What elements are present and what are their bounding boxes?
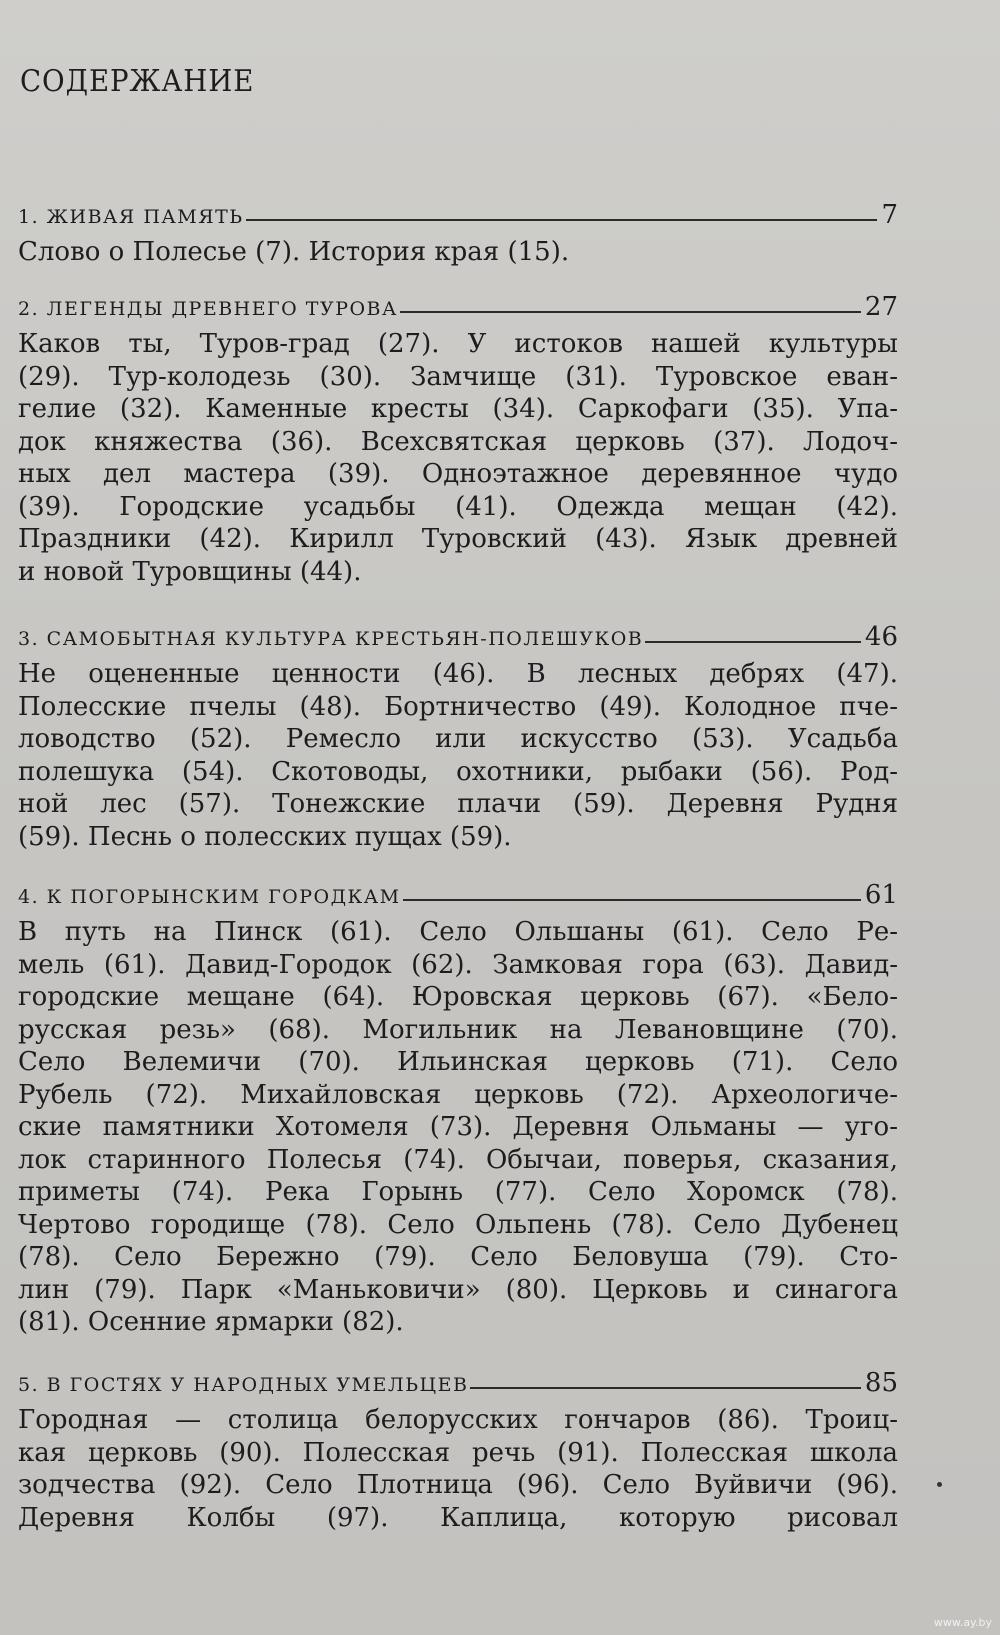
- chapter-title: 3. САМОБЫТНАЯ КУЛЬТУРА КРЕСТЬЯН-ПОЛЕШУКОВ: [18, 628, 644, 650]
- chapter-heading: [18, 200, 898, 230]
- contents-line: ловодство (52). Ремесло или искусство (53). Усадьба: [18, 724, 898, 754]
- chapter-title: 2. ЛЕГЕНДЫ ДРЕВНЕГО ТУРОВА: [18, 298, 398, 320]
- chapter-5: [18, 1368, 898, 1534]
- chapter-contents: [18, 658, 898, 853]
- contents-line: Рубель (72). Михайловская церковь (72). Археологиче-: [18, 1079, 898, 1110]
- chapter-2: [18, 292, 898, 588]
- dot-leader: [645, 641, 861, 643]
- chapter-contents: [18, 328, 898, 588]
- contents-line: Не оцененные ценности (46). В лесных дебрях (47).: [18, 659, 898, 689]
- dot-leader: [470, 1387, 860, 1389]
- chapter-4: [18, 880, 898, 1339]
- chapter-page-number: 27: [864, 292, 898, 322]
- chapter-contents: [18, 916, 898, 1339]
- chapter-heading: [18, 880, 898, 910]
- contents-line: В путь на Пинск (61). Село Ольшаны (61). Село Ре-: [18, 917, 898, 947]
- contents-line: Городная — столица белорусских гончаров (86). Троиц-: [18, 1405, 898, 1435]
- chapter-3: [18, 622, 898, 853]
- contents-line: Каков ты, Туров-град (27). У истоков нашей культуры: [18, 329, 898, 359]
- contents-line: (81). Осенние ярмарки (82).: [18, 1307, 404, 1337]
- contents-line: лок старинного Полесья (74). Обычаи, поверья, сказания,: [18, 1144, 898, 1175]
- chapter-page-number: 7: [881, 200, 898, 230]
- contents-line: Полесские пчелы (48). Бортничество (49). Колодное пче-: [18, 691, 898, 722]
- chapter-heading: [18, 622, 898, 652]
- dot-leader: [403, 899, 861, 901]
- contents-line: городские мещане (64). Юровская церковь (67). «Бело-: [18, 982, 898, 1012]
- chapter-page-number: 85: [864, 1368, 898, 1398]
- contents-line: русская резь» (68). Могильник на Левановщине (70).: [18, 1014, 898, 1045]
- chapter-title: 4. К ПОГОРЫНСКИМ ГОРОДКАМ: [18, 886, 401, 908]
- contents-line: полешука (54). Скотоводы, охотники, рыбаки (56). Род-: [18, 756, 898, 787]
- contents-line: ных дел мастера (39). Одноэтажное деревянное чудо: [18, 459, 898, 489]
- chapter-page-number: 46: [864, 622, 898, 652]
- chapter-title: 5. В ГОСТЯХ У НАРОДНЫХ УМЕЛЬЦЕВ: [18, 1374, 469, 1396]
- contents-line: и новой Туровщины (44).: [18, 556, 362, 587]
- contents-line: Село Велемичи (70). Ильинская церковь (71). Село: [18, 1047, 898, 1077]
- contents-line: (29). Тур-колодезь (30). Замчище (31). Туровское еван-: [18, 361, 898, 392]
- contents-line: ские памятники Хотомеля (73). Деревня Ольманы — уго-: [18, 1112, 898, 1142]
- contents-line: Деревня Колбы (97). Каплица, которую рисовал: [18, 1502, 898, 1533]
- chapter-heading: [18, 292, 898, 322]
- contents-line: док княжества (36). Всехсвятская церковь (37). Лодоч-: [18, 426, 898, 457]
- chapter-title: 1. ЖИВАЯ ПАМЯТЬ: [18, 206, 244, 228]
- contents-line: гелие (32). Каменные кресты (34). Саркофаги (35). Упа-: [18, 394, 898, 424]
- ink-speck: [937, 1482, 942, 1487]
- contents-line: лин (79). Парк «Маньковичи» (80). Церковь и синагога: [18, 1274, 898, 1305]
- contents-line: кая церковь (90). Полесская речь (91). Полесская школа: [18, 1437, 898, 1468]
- chapter-contents: [18, 1404, 898, 1534]
- chapter-1: [18, 200, 898, 269]
- contents-line: (39). Городские усадьбы (41). Одежда мещан (42).: [18, 491, 898, 522]
- page-title: СОДЕРЖАНИЕ: [20, 64, 255, 99]
- contents-line: Слово о Полесье (7). История края (15).: [18, 237, 570, 267]
- watermark: www.ay.by: [933, 1616, 992, 1629]
- contents-line: приметы (74). Река Горынь (77). Село Хоромск (78).: [18, 1177, 898, 1207]
- dot-leader: [400, 311, 861, 313]
- contents-line: ной лес (57). Тонежские плачи (59). Деревня Рудня: [18, 789, 898, 819]
- chapter-heading: [18, 1368, 898, 1398]
- contents-line: Чертово городище (78). Село Ольпень (78). Село Дубенец: [18, 1209, 898, 1240]
- chapter-contents: [18, 236, 898, 269]
- contents-line: (59). Песнь о полесских пущах (59).: [18, 821, 512, 852]
- contents-line: Праздники (42). Кирилл Туровский (43). Язык древней: [18, 524, 898, 554]
- contents-line: (78). Село Бережно (79). Село Беловуша (79). Сто-: [18, 1242, 898, 1272]
- contents-line: мель (61). Давид-Городок (62). Замковая гора (63). Давид-: [18, 949, 898, 980]
- contents-line: зодчества (92). Село Плотница (96). Село Вуйвичи (96).: [18, 1470, 898, 1500]
- dot-leader: [246, 219, 878, 221]
- chapter-page-number: 61: [864, 880, 898, 910]
